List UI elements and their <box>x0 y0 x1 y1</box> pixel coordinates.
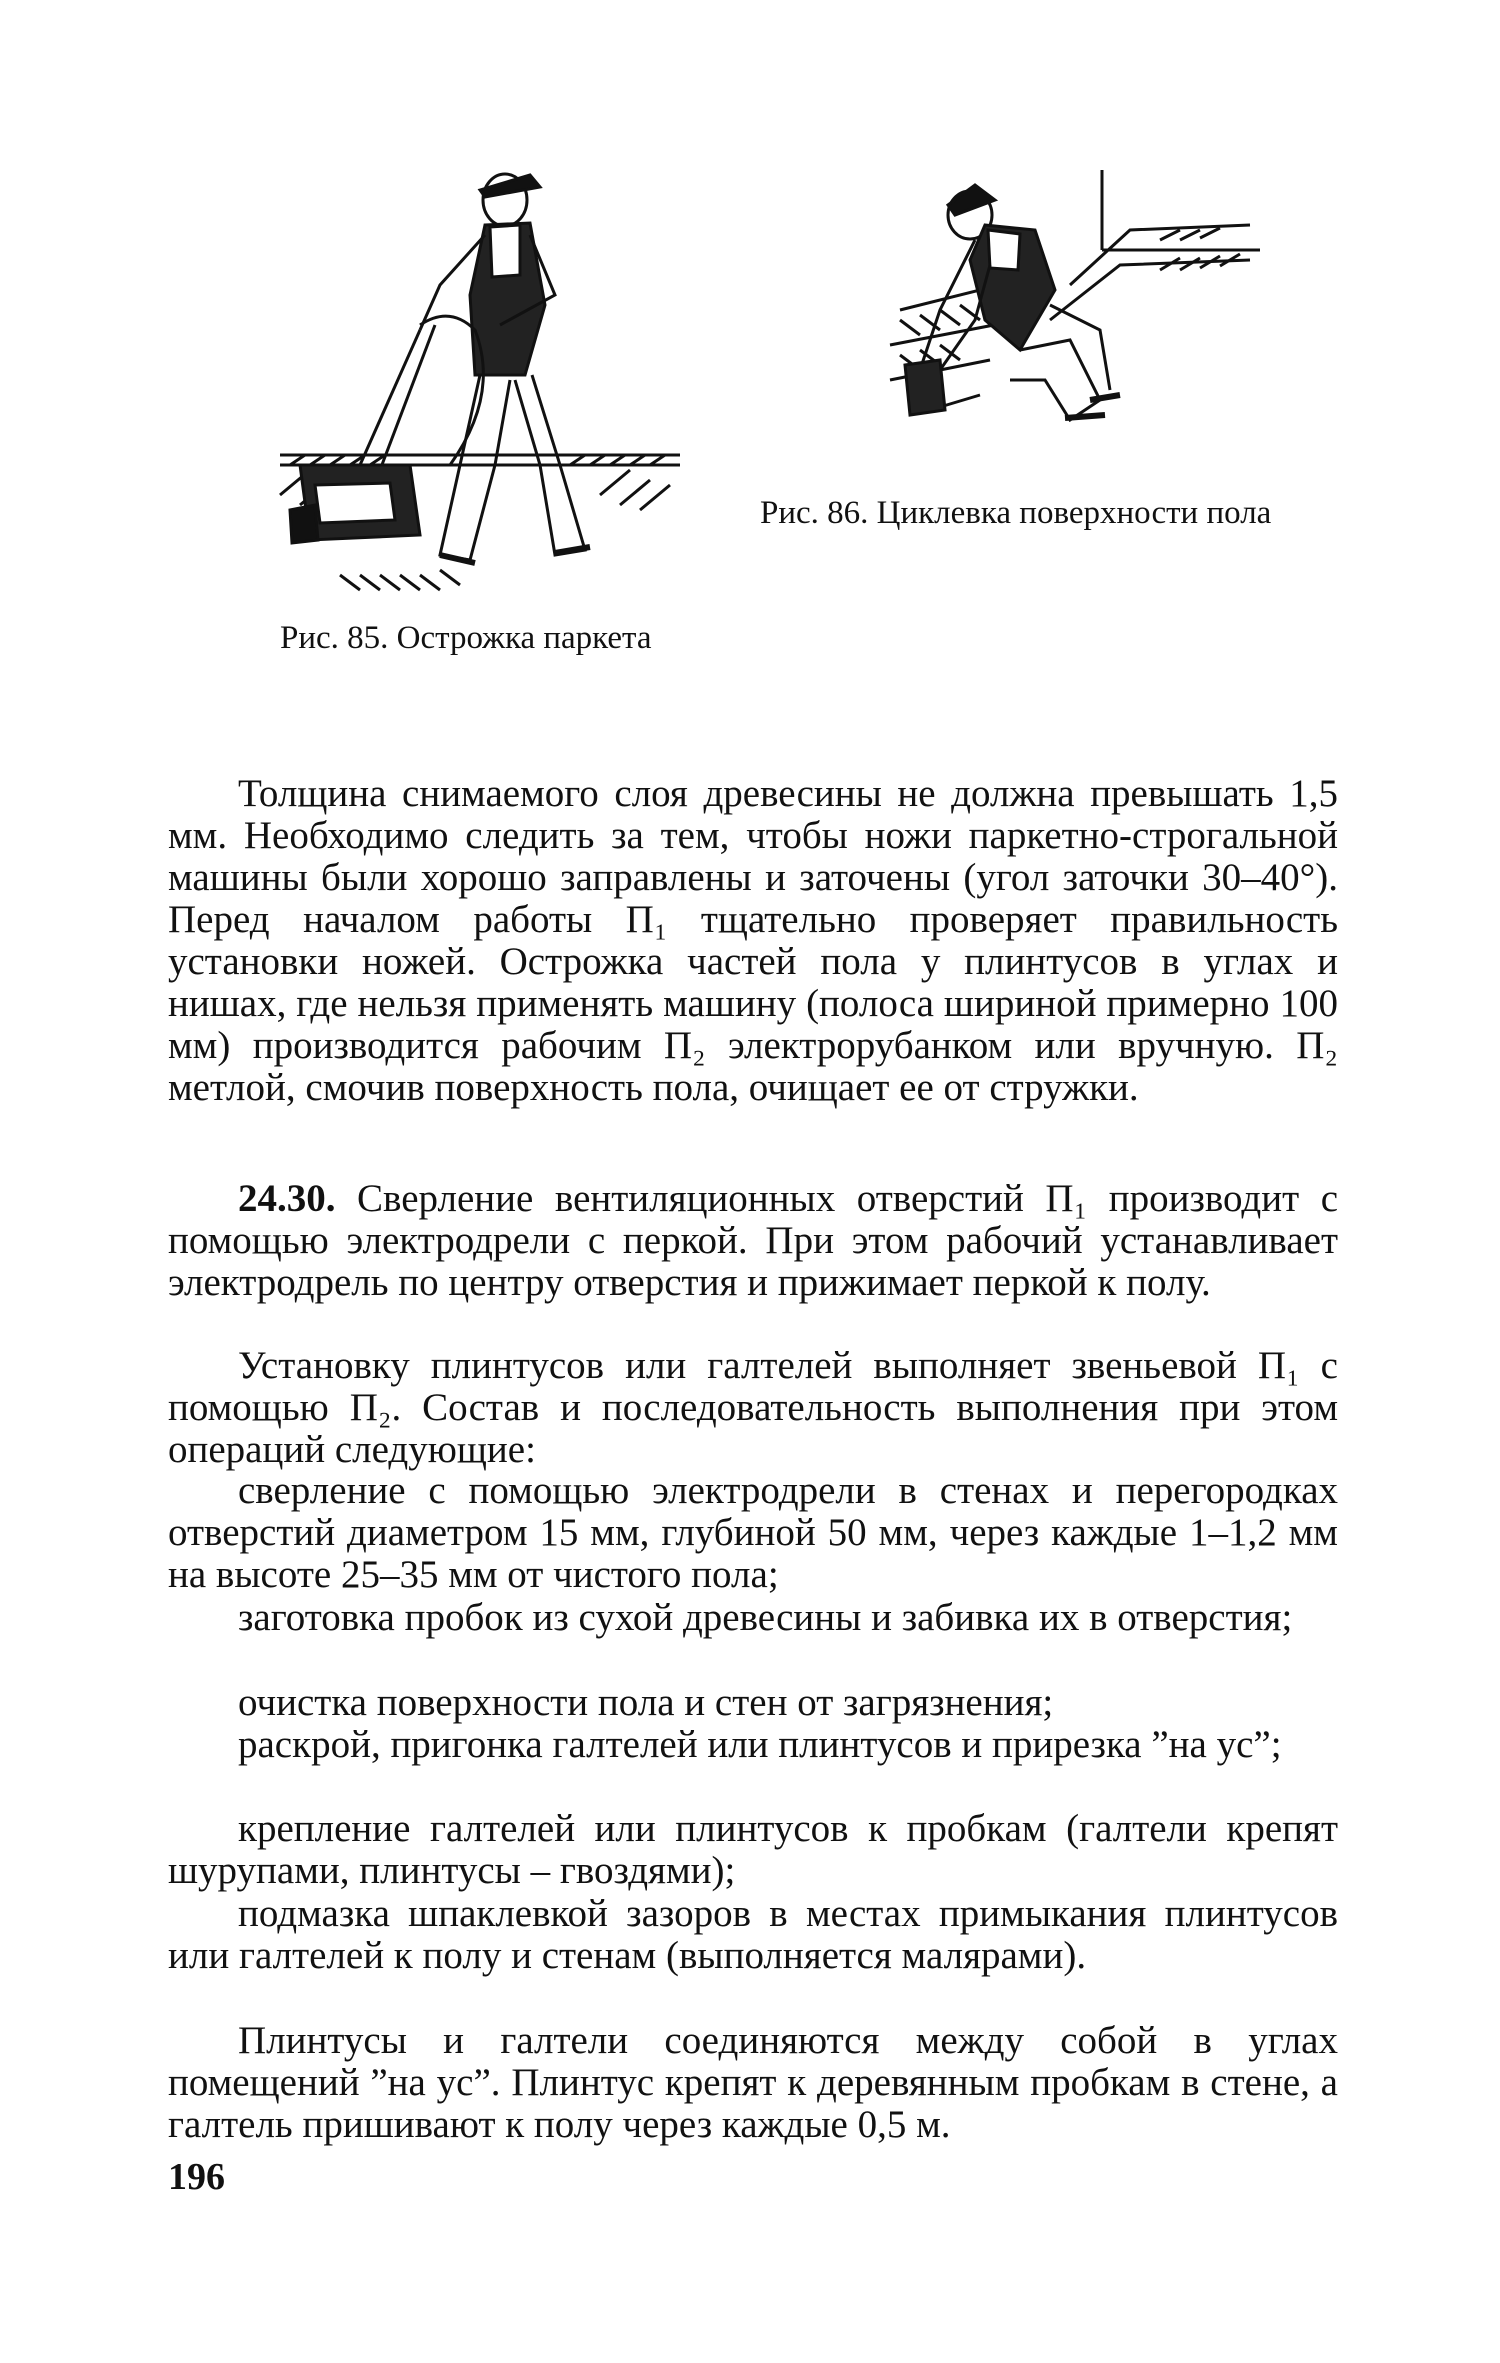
operation-item: сверление с помощью электродрели в стенах и перегородках отверстий диаметром 15 мм, глубиной 50 мм, через каждые 1–1,2 мм на высоте 25–35 мм от чистого пола; <box>168 1469 1338 1596</box>
operation-item: заготовка пробок из сухой древесины и забивка их в отверстия; <box>238 1596 1293 1639</box>
section-number: 24.30. <box>238 1177 336 1220</box>
figure-86-illustration <box>870 170 1260 480</box>
operation-item: крепление галтелей или плинтусов к пробкам (галтели крепят шурупами, плинтусы – гвоздями); <box>168 1807 1338 1892</box>
figure-85-caption: Рис. 85. Острожка паркета <box>280 620 652 656</box>
figure-86-caption: Рис. 86. Циклевка поверхности пола <box>760 495 1272 531</box>
operation-item: очистка поверхности пола и стен от загрязнения; <box>238 1681 1054 1724</box>
closing-paragraph: Плинтусы и галтели соединяются между собой в углах помещений ”на ус”. Плинтус крепят к деревянным пробкам в стене, а галтель пришивают к полу через каждые 0,5 м. <box>168 2019 1338 2146</box>
page-number: 196 <box>168 2156 225 2198</box>
operation-item: подмазка шпаклевкой зазоров в местах примыкания плинтусов или галтелей к полу и стенам (выполняется малярами). <box>168 1892 1338 1977</box>
figure-85-illustration <box>270 165 690 605</box>
section-text: Сверление вентиляционных отверстий П₁ производит с помощью электродрели с перкой. При этом рабочий устанавливает электродрель по центру отверстия и прижимает перкой к полу. <box>168 1177 1338 1304</box>
install-intro: Установку плинтусов или галтелей выполняет звеньевой П₁ с помощью П₂. Состав и последовательность выполнения при этом операций следующие: <box>168 1344 1338 1471</box>
operation-item: раскрой, пригонка галтелей или плинтусов и прирезка ”на ус”; <box>238 1723 1282 1766</box>
body-paragraph: Толщина снимаемого слоя древесины не должна превышать 1,5 мм. Необходимо следить за тем, чтобы ножи паркетно-строгальной машины были хорошо заправлены и заточены (угол заточки 30–40°). Перед началом работы П₁ тщательно проверяет правильность установки ножей. Острожка частей пола у плинтусов в углах и нишах, где нельзя применять машину (полоса шириной примерно 100 мм) производится рабочим П₂ электрорубанком или вручную. П₂ метлой, смочив поверхность пола, очищает ее от стружки. <box>168 772 1338 1109</box>
section-paragraph <box>168 1178 1338 1304</box>
